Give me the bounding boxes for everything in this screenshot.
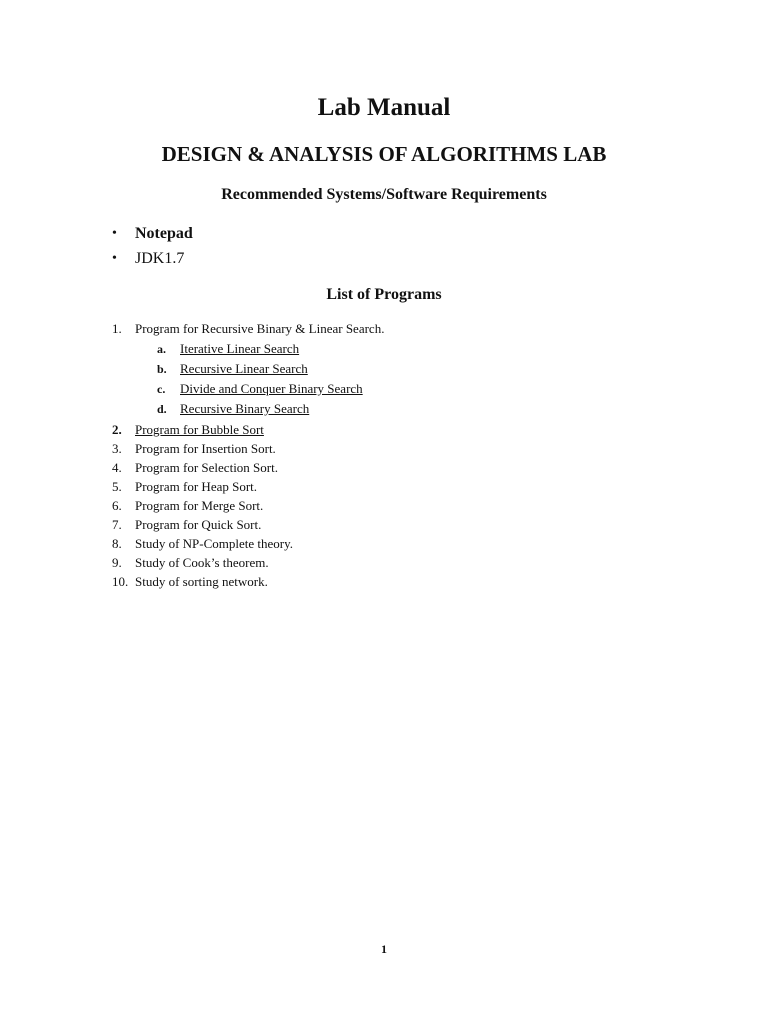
program-label: Study of sorting network. (135, 574, 268, 589)
program-item-6 (112, 496, 384, 515)
document-subtitle: DESIGN & ANALYSIS OF ALGORITHMS LAB (161, 142, 607, 166)
program-number: 4. (112, 460, 122, 475)
sub-program-letter: a. (157, 342, 166, 356)
program-item-8 (112, 534, 384, 553)
program-number: 7. (112, 517, 122, 532)
program-number: 6. (112, 498, 122, 513)
program-label: Program for Selection Sort. (135, 460, 278, 475)
program-item-7 (112, 515, 384, 534)
program-item-9 (112, 553, 384, 572)
program-label: Program for Heap Sort. (135, 479, 258, 494)
program-label: Study of NP-Complete theory. (135, 536, 294, 551)
sub-program-letter: b. (157, 362, 167, 376)
program-number: 2. (112, 422, 122, 437)
sub-program-letter: d. (157, 402, 167, 416)
sub-program-link[interactable]: Iterative Linear Search (180, 341, 300, 356)
sub-program-item-b[interactable] (112, 359, 384, 379)
sub-program-list (112, 339, 384, 419)
program-number: 5. (112, 479, 122, 494)
page-number: 1 (381, 942, 387, 956)
programs-heading: List of Programs (326, 286, 442, 303)
program-item-5 (112, 477, 384, 496)
program-number: 9. (112, 555, 122, 570)
requirement-item-notepad (112, 221, 193, 246)
requirements-heading: Recommended Systems/Software Requirements (221, 186, 547, 203)
program-label: Program for Recursive Binary & Linear Search. (135, 321, 385, 336)
program-item-2[interactable] (112, 420, 384, 439)
program-label: Program for Merge Sort. (135, 498, 264, 513)
sub-program-item-c[interactable] (112, 379, 384, 399)
sub-program-link[interactable]: Divide and Conquer Binary Search (180, 381, 363, 396)
requirement-label: JDK1.7 (135, 250, 185, 267)
sub-program-letter: c. (157, 382, 166, 396)
sub-program-item-d[interactable] (112, 399, 384, 419)
requirement-item-jdk (112, 246, 193, 271)
program-number: 3. (112, 441, 122, 456)
program-item-4 (112, 458, 384, 477)
program-number: 10. (112, 574, 129, 589)
program-label: Program for Quick Sort. (135, 517, 262, 532)
program-label: Program for Insertion Sort. (135, 441, 276, 456)
program-label: Study of Cook’s theorem. (135, 555, 269, 570)
program-number: 1. (112, 321, 122, 336)
program-number: 8. (112, 536, 122, 551)
bullet-icon: • (112, 251, 117, 266)
requirement-label: Notepad (135, 225, 193, 242)
program-item-1 (112, 319, 384, 419)
program-item-10 (112, 572, 384, 591)
document-title: Lab Manual (317, 94, 451, 121)
sub-program-link[interactable]: Recursive Linear Search (180, 361, 308, 376)
programs-list (112, 319, 384, 591)
sub-program-item-a[interactable] (112, 339, 384, 359)
bullet-icon: • (112, 226, 117, 241)
program-item-3 (112, 439, 384, 458)
sub-program-link[interactable]: Recursive Binary Search (180, 401, 310, 416)
requirements-list (112, 221, 193, 271)
program-link[interactable]: Program for Bubble Sort (135, 422, 264, 437)
